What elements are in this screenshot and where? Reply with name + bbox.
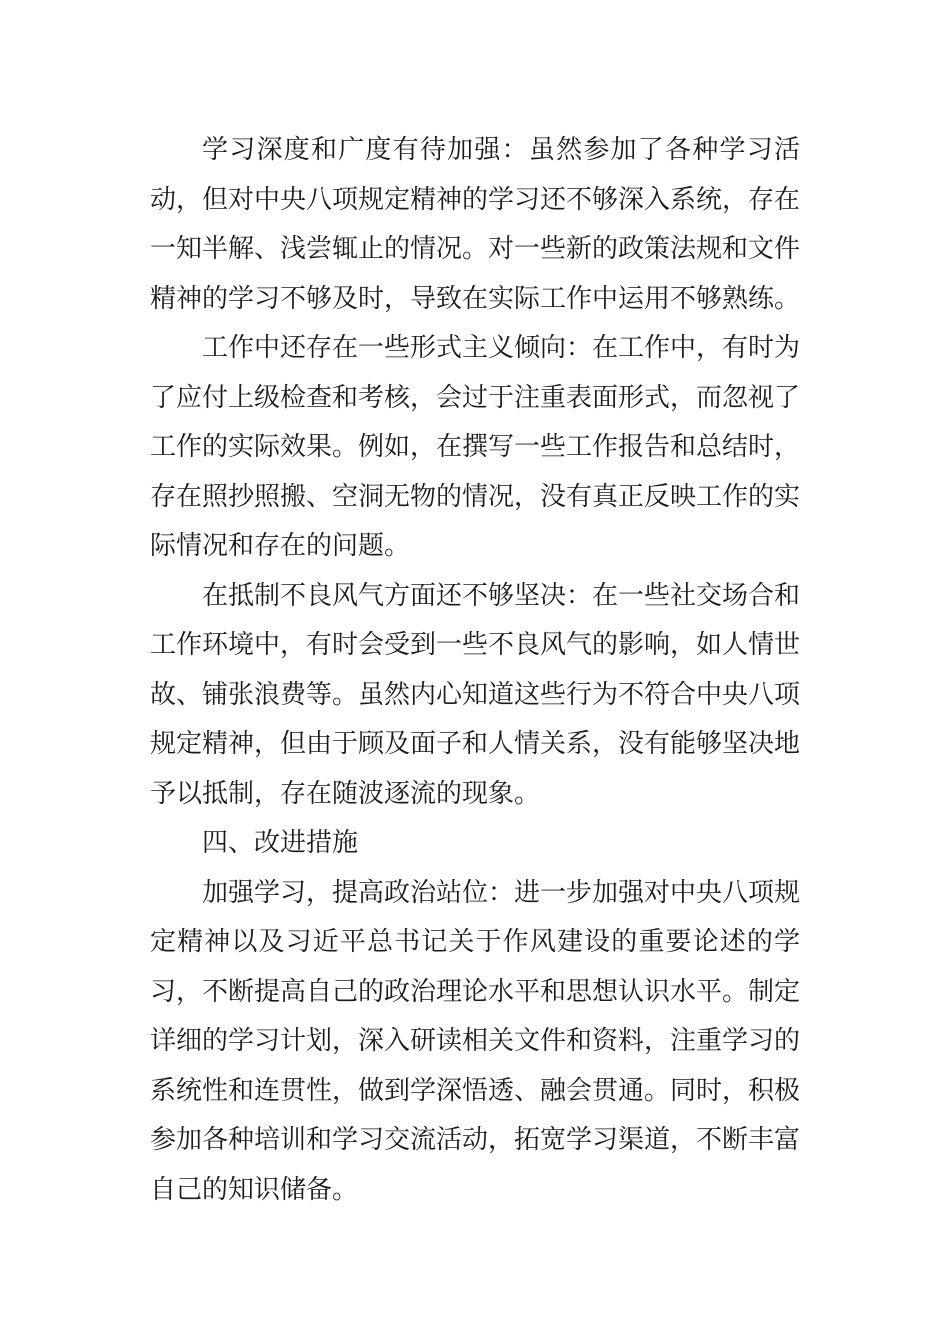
document-page [150,126,800,1215]
paragraph-formalism: 工作中还存在一些形式主义倾向：在工作中，有时为了应付上级检查和考核，会过于注重表面形式，而忽视了工作的实际效果。例如，在撰写一些工作报告和总结时，存在照抄照搬、空洞无物的情况，没有真正反映工作的实际情况和存在的问题。 [150,333,801,561]
paragraph-strengthen-study: 加强学习，提高政治站位：进一步加强对中央八项规定精神以及习近平总书记关于作风建设的重要论述的学习，不断提高自己的政治理论水平和思想认识水平。制定详细的学习计划，深入研读相关文件和资料，注重学习的系统性和连贯性，做到学深悟透、融会贯通。同时，积极参加各种培训和学习交流活动，拓宽学习渠道，不断丰富自己的知识储备。 [150,877,801,1205]
paragraph-resist-bad-practices: 在抵制不良风气方面还不够坚决：在一些社交场合和工作环境中，有时会受到一些不良风气的影响，如人情世故、铺张浪费等。虽然内心知道这些行为不符合中央八项规定精神，但由于顾及面子和人情关系，没有能够坚决地予以抵制，存在随波逐流的现象。 [150,580,801,809]
paragraph-study-depth: 学习深度和广度有待加强：虽然参加了各种学习活动，但对中央八项规定精神的学习还不够深入系统，存在一知半解、浅尝辄止的情况。对一些新的政策法规和文件精神的学习不够及时，导致在实际工作中运用不够熟练。 [150,135,801,314]
section-heading-improvement-measures: 四、改进措施 [202,828,359,858]
